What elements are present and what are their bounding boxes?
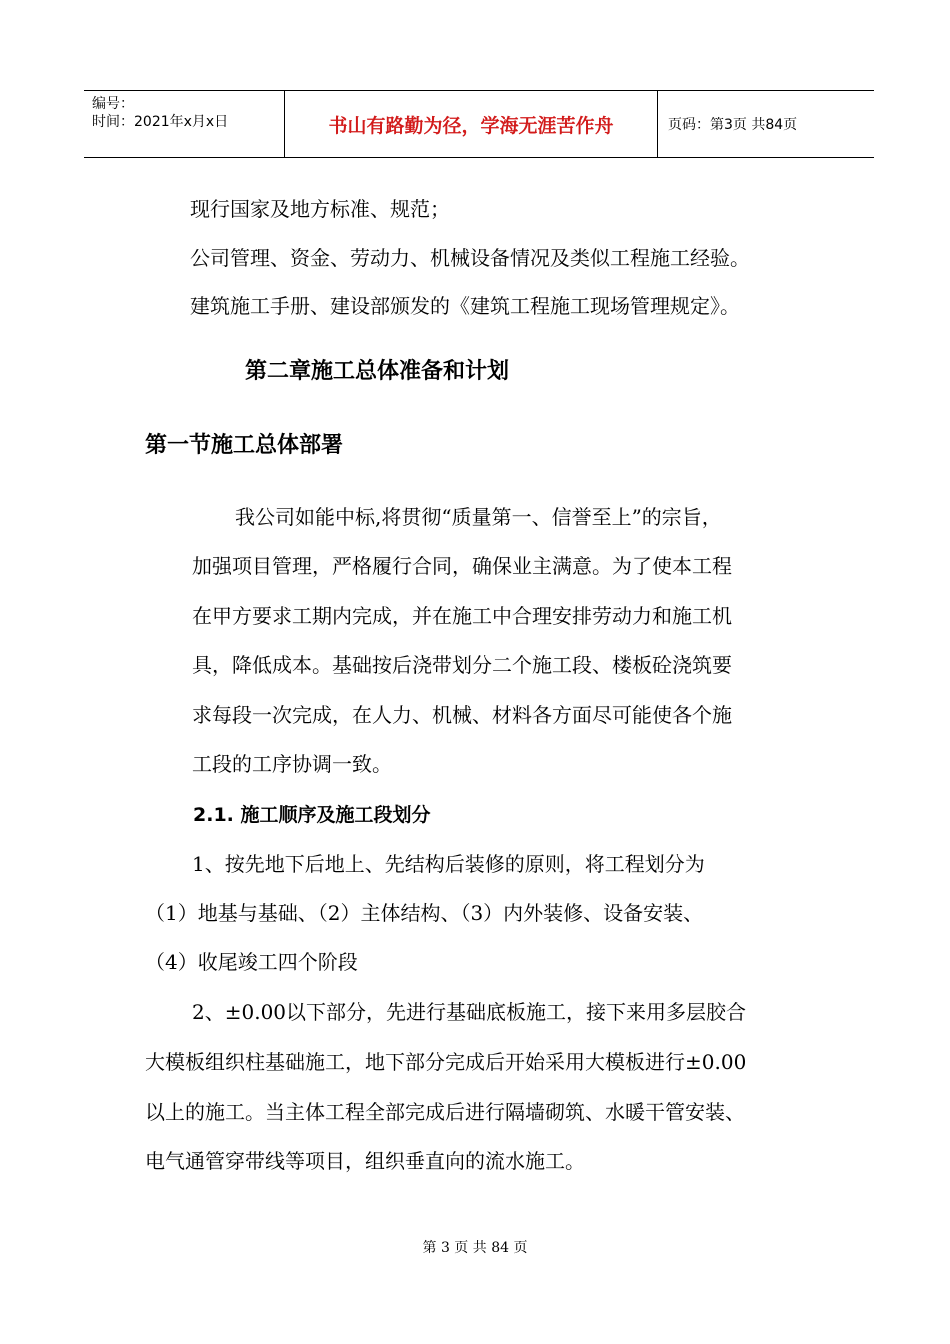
intro-line: 现行国家及地方标准、规范； (190, 197, 450, 221)
paragraph-line: 在甲方要求工期内完成，并在施工中合理安排劳动力和施工机 (192, 604, 732, 628)
intro-line: 建筑施工手册、建设部颁发的《建筑工程施工现场管理规定》。 (190, 294, 740, 318)
paragraph-line: （1）地基与基础、（2）主体结构、（3）内外装修、设备安装、 (145, 901, 704, 925)
chapter-title: 第二章施工总体准备和计划 (245, 359, 510, 384)
paragraph-line: 2、±0.00以下部分，先进行基础底板施工，接下来用多层胶合 (192, 1000, 747, 1024)
paragraph-line: 1、按先地下后地上、先结构后装修的原则，将工程划分为 (192, 852, 705, 876)
document-number-label: 编号： (92, 96, 134, 112)
paragraph-line: 大模板组织柱基础施工，地下部分完成后开始采用大模板进行±0.00 (145, 1050, 747, 1074)
header-meta (84, 91, 285, 157)
paragraph-line: 以上的施工。当主体工程全部完成后进行隔墙砌筑、水暖干管安装、 (145, 1100, 745, 1124)
paragraph-line: 我公司如能中标,将贯彻“质量第一、信誉至上”的宗旨， (235, 505, 722, 529)
section-title: 第一节施工总体部署 (145, 433, 344, 458)
header-page-info: 页码：第3页 共84页 (668, 117, 798, 133)
header-motto: 书山有路勤为径，学海无涯苦作舟 (285, 91, 658, 157)
paragraph-line: （4）收尾竣工四个阶段 (145, 950, 358, 974)
page-footer: 第 3 页 共 84 页 (422, 1240, 528, 1256)
subsection-title: 2.1. 施工顺序及施工段划分 (193, 804, 431, 826)
intro-line: 公司管理、资金、劳动力、机械设备情况及类似工程施工经验。 (190, 246, 750, 270)
paragraph-line: 加强项目管理，严格履行合同，确保业主满意。为了使本工程 (192, 554, 732, 578)
paragraph-line: 工段的工序协调一致。 (192, 752, 392, 776)
paragraph-line: 具，降低成本。基础按后浇带划分二个施工段、楼板砼浇筑要 (192, 653, 732, 677)
paragraph-line: 电气通管穿带线等项目，组织垂直向的流水施工。 (145, 1149, 585, 1173)
paragraph-line: 求每段一次完成，在人力、机械、材料各方面尽可能使各个施 (192, 703, 732, 727)
document-date: 时间：2021年x月x日 (92, 114, 229, 130)
page-header (84, 90, 874, 158)
